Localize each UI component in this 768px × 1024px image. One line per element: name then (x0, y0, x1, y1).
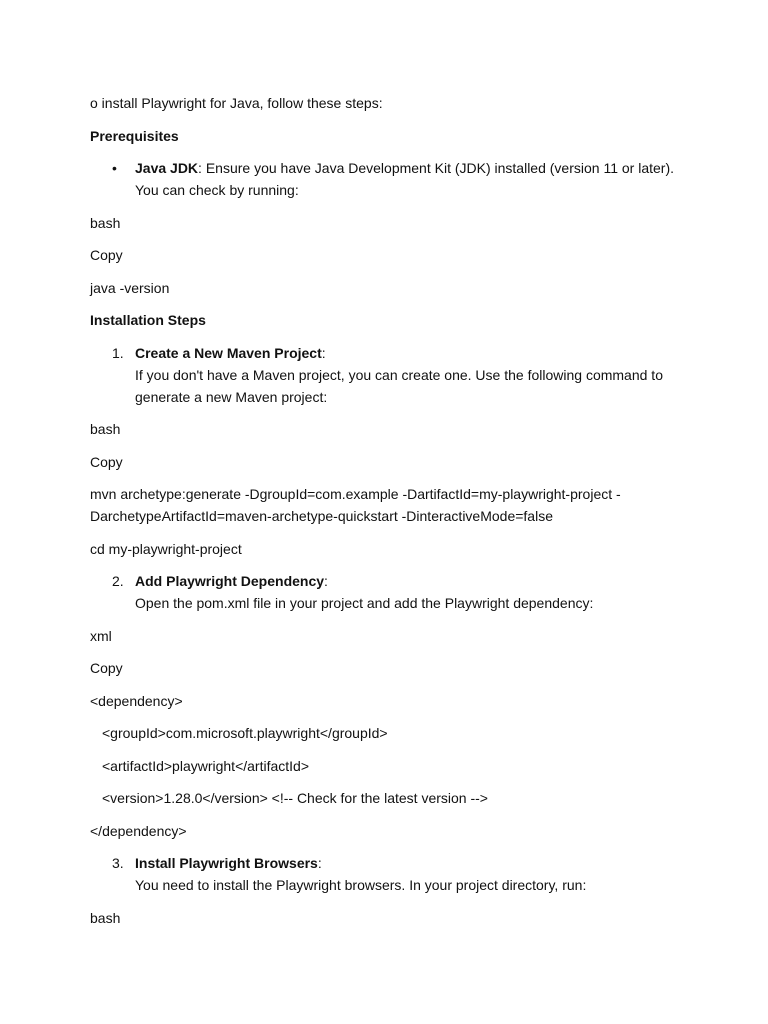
code-line: <groupId>com.microsoft.playwright</groupId> (102, 725, 388, 741)
intro-text: o install Playwright for Java, follow these steps: (90, 95, 383, 111)
step-title-colon: : (321, 344, 326, 361)
step-description: Open the pom.xml file in your project and add the Playwright dependency: (135, 595, 594, 611)
step-number: 3. (112, 855, 124, 871)
code-line: java -version (90, 279, 170, 296)
prerequisite-list-item (90, 157, 690, 201)
installation-steps-heading: Installation Steps (90, 312, 206, 328)
copy-label: Copy (90, 660, 123, 676)
code-language-label: bash (90, 214, 121, 231)
step-title: Install Playwright Browsers (135, 855, 318, 871)
code-line: <artifactId>playwright</artifactId> (102, 757, 309, 774)
bullet-marker: • (112, 160, 117, 176)
step-description: If you don't have a Maven project, you can create one. Use the following command to generate a new Maven project: (135, 366, 663, 405)
step-title: Add Playwright Dependency (135, 573, 325, 589)
copy-label: Copy (90, 247, 123, 263)
code-language-label: bash (90, 421, 121, 437)
step-title: Create a New Maven Project (135, 344, 322, 361)
java-jdk-description: : Ensure you have Java Development Kit (JDK) installed (version 11 or later). You can check by running: (135, 160, 674, 198)
code-language-label: bash (90, 909, 121, 926)
code-language-label: xml (90, 627, 112, 644)
step-description: You need to install the Playwright browsers. In your project directory, run: (135, 877, 587, 893)
copy-label: Copy (90, 453, 123, 470)
code-line: </dependency> (90, 822, 187, 839)
java-jdk-term: Java JDK (135, 160, 199, 176)
step-3 (90, 852, 690, 896)
step-number: 2. (112, 573, 124, 589)
step-number: 1. (112, 344, 124, 361)
code-line: mvn archetype:generate -DgroupId=com.example -DartifactId=my-playwright-project -DarchetypeArtifactId=maven-archetype-quickstart -DinteractiveMode=false (90, 486, 621, 524)
step-title-colon: : (324, 573, 328, 589)
step-2 (90, 570, 690, 614)
prerequisites-heading: Prerequisites (90, 127, 179, 144)
step-title-colon: : (317, 855, 322, 871)
document-body (90, 92, 690, 939)
code-line: cd my-playwright-project (90, 540, 242, 557)
code-line: <version>1.28.0</version> <!-- Check for the latest version --> (102, 790, 488, 806)
code-line: <dependency> (90, 692, 183, 709)
step-1 (90, 342, 690, 408)
